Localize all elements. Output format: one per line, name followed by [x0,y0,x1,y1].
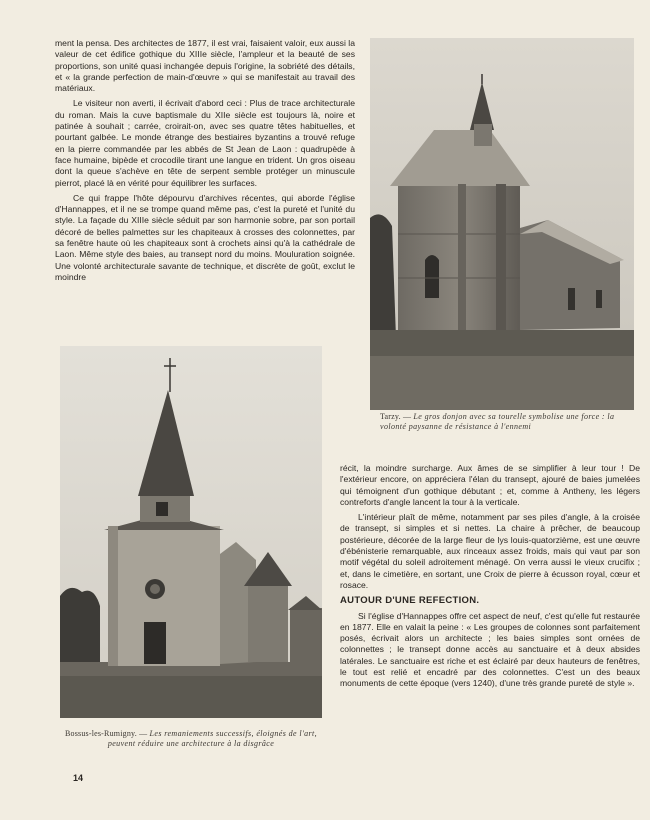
right-paragraph-3: Si l'église d'Hannappes offre cet aspect de neuf, c'est qu'elle fut restaurée en 1877. Elle en valait la peine : « Les groupes de colonnes sont parfaitement posés, écrivait alors un architecte ; les baies simples sont ornées de colonnettes ; le transept donne accès au sanctuaire et à deux absides latérales. Le sanctuaire est riche et est éclairé par deux hauteurs de fenêtres, le tout est relié et encadré par des colonnettes. C'est un des beaux monuments de cette époque (vers 1240), d'une très grande pureté de style ». [340,610,640,689]
tarzy-caption-text: Le gros donjon avec sa tourelle symbolise une force : la volonté paysanne de résistance à l'ennemi [380,412,615,431]
bossus-church-photo [60,346,322,718]
tarzy-photo-caption [380,412,635,431]
right-text-column [340,463,640,694]
bossus-caption-text: Les remaniements successifs, éloignés de l'art, peuvent réduire une architecture à la disgrâce [107,729,318,748]
bossus-caption-place: Bossus-les-Rumigny. — [64,729,150,738]
page-number: 14 [73,773,84,783]
tarzy-church-photo [370,38,634,410]
left-paragraph-1: ment la pensa. Des architectes de 1877, il est vrai, faisaient valoir, eux aussi la valeur de cet édifice gothique du XIIIe siècle, l'ampleur et la beauté de ses proportions, son unité quasi inchangée depuis l'origine, la sobriété des détails, et « la grande perfection de main-d'œuvre » qui se manifestait au travail des matériaux. [55,38,355,94]
left-text-column [55,38,355,287]
bossus-photo-caption [60,729,322,748]
tarzy-caption-place: Tarzy. — [380,412,414,421]
left-paragraph-3: Ce qui frappe l'hôte dépourvu d'archives récentes, qui aborde l'église d'Hannappes, et il ne se trompe quand même pas, c'est la pureté et l'unité du style. La façade du XIIIe siècle séduit par son harmonie sobre, par son portail décoré de belles palmettes sur les chapiteaux à crosses des colonnettes, par sa fenêtre haute où les chapiteaux sont à crochets ainsi qu'à la cathédrale de Laon. Même style des baies, au transept nord du moins. Mouluration soignée. Une volonté architecturale savante de technique, et discrète de goût, exclut le moindre [55,192,355,282]
right-paragraph-2: L'intérieur plaît de même, notamment par ses piles d'angle, à la croisée de transept, si simples et si nettes. La chaire à prêcher, de beaucoup postérieure, décorée de la large fleur de lys louis-quatorzième, est une œuvre d'ébénisterie remarquable, aux rinceaux assez froids, mais qui vaut par son motif végétal du soleil adroitement ménagé. On verra aussi le vieux crucifix ; et, dans le cimetière, en sortant, une Croix de pierre à écusson royal, cœur et rosace. [340,512,640,590]
section-heading: AUTOUR D'UNE REFECTION. [340,595,480,607]
left-paragraph-2: Le visiteur non averti, il écrivait d'abord ceci : Plus de trace architecturale du roman. Mais la cuve baptismale du XIIe siècle est toujours là, noire et patinée à souhait ; carrée, croirait-on, avec ses quatre têtes habituelles, et pourtant galbée. Le monde étrange des bestiaires byzantins a trouvé refuge en la pierre commandée par les abbés de St Jean de Laon : quadrupède à face humaine, bipède et crocodile tirant une langue en trident. Un gros oiseau dont la queue s'achève en tête de serpent semble protéger un minuscule pierrot, placé là en vérité pour équilibrer les surfaces. [55,98,355,188]
right-paragraph-1: récit, la moindre surcharge. Aux âmes de se simplifier à leur tour ! De l'extérieur encore, on appréciera l'élan du transept, ajouré de baies jumelées qui témoignent d'un gothique débutant ; et, comme à Antheny, les légers contreforts d'angle lancent la tour à la verticale. [340,463,640,507]
